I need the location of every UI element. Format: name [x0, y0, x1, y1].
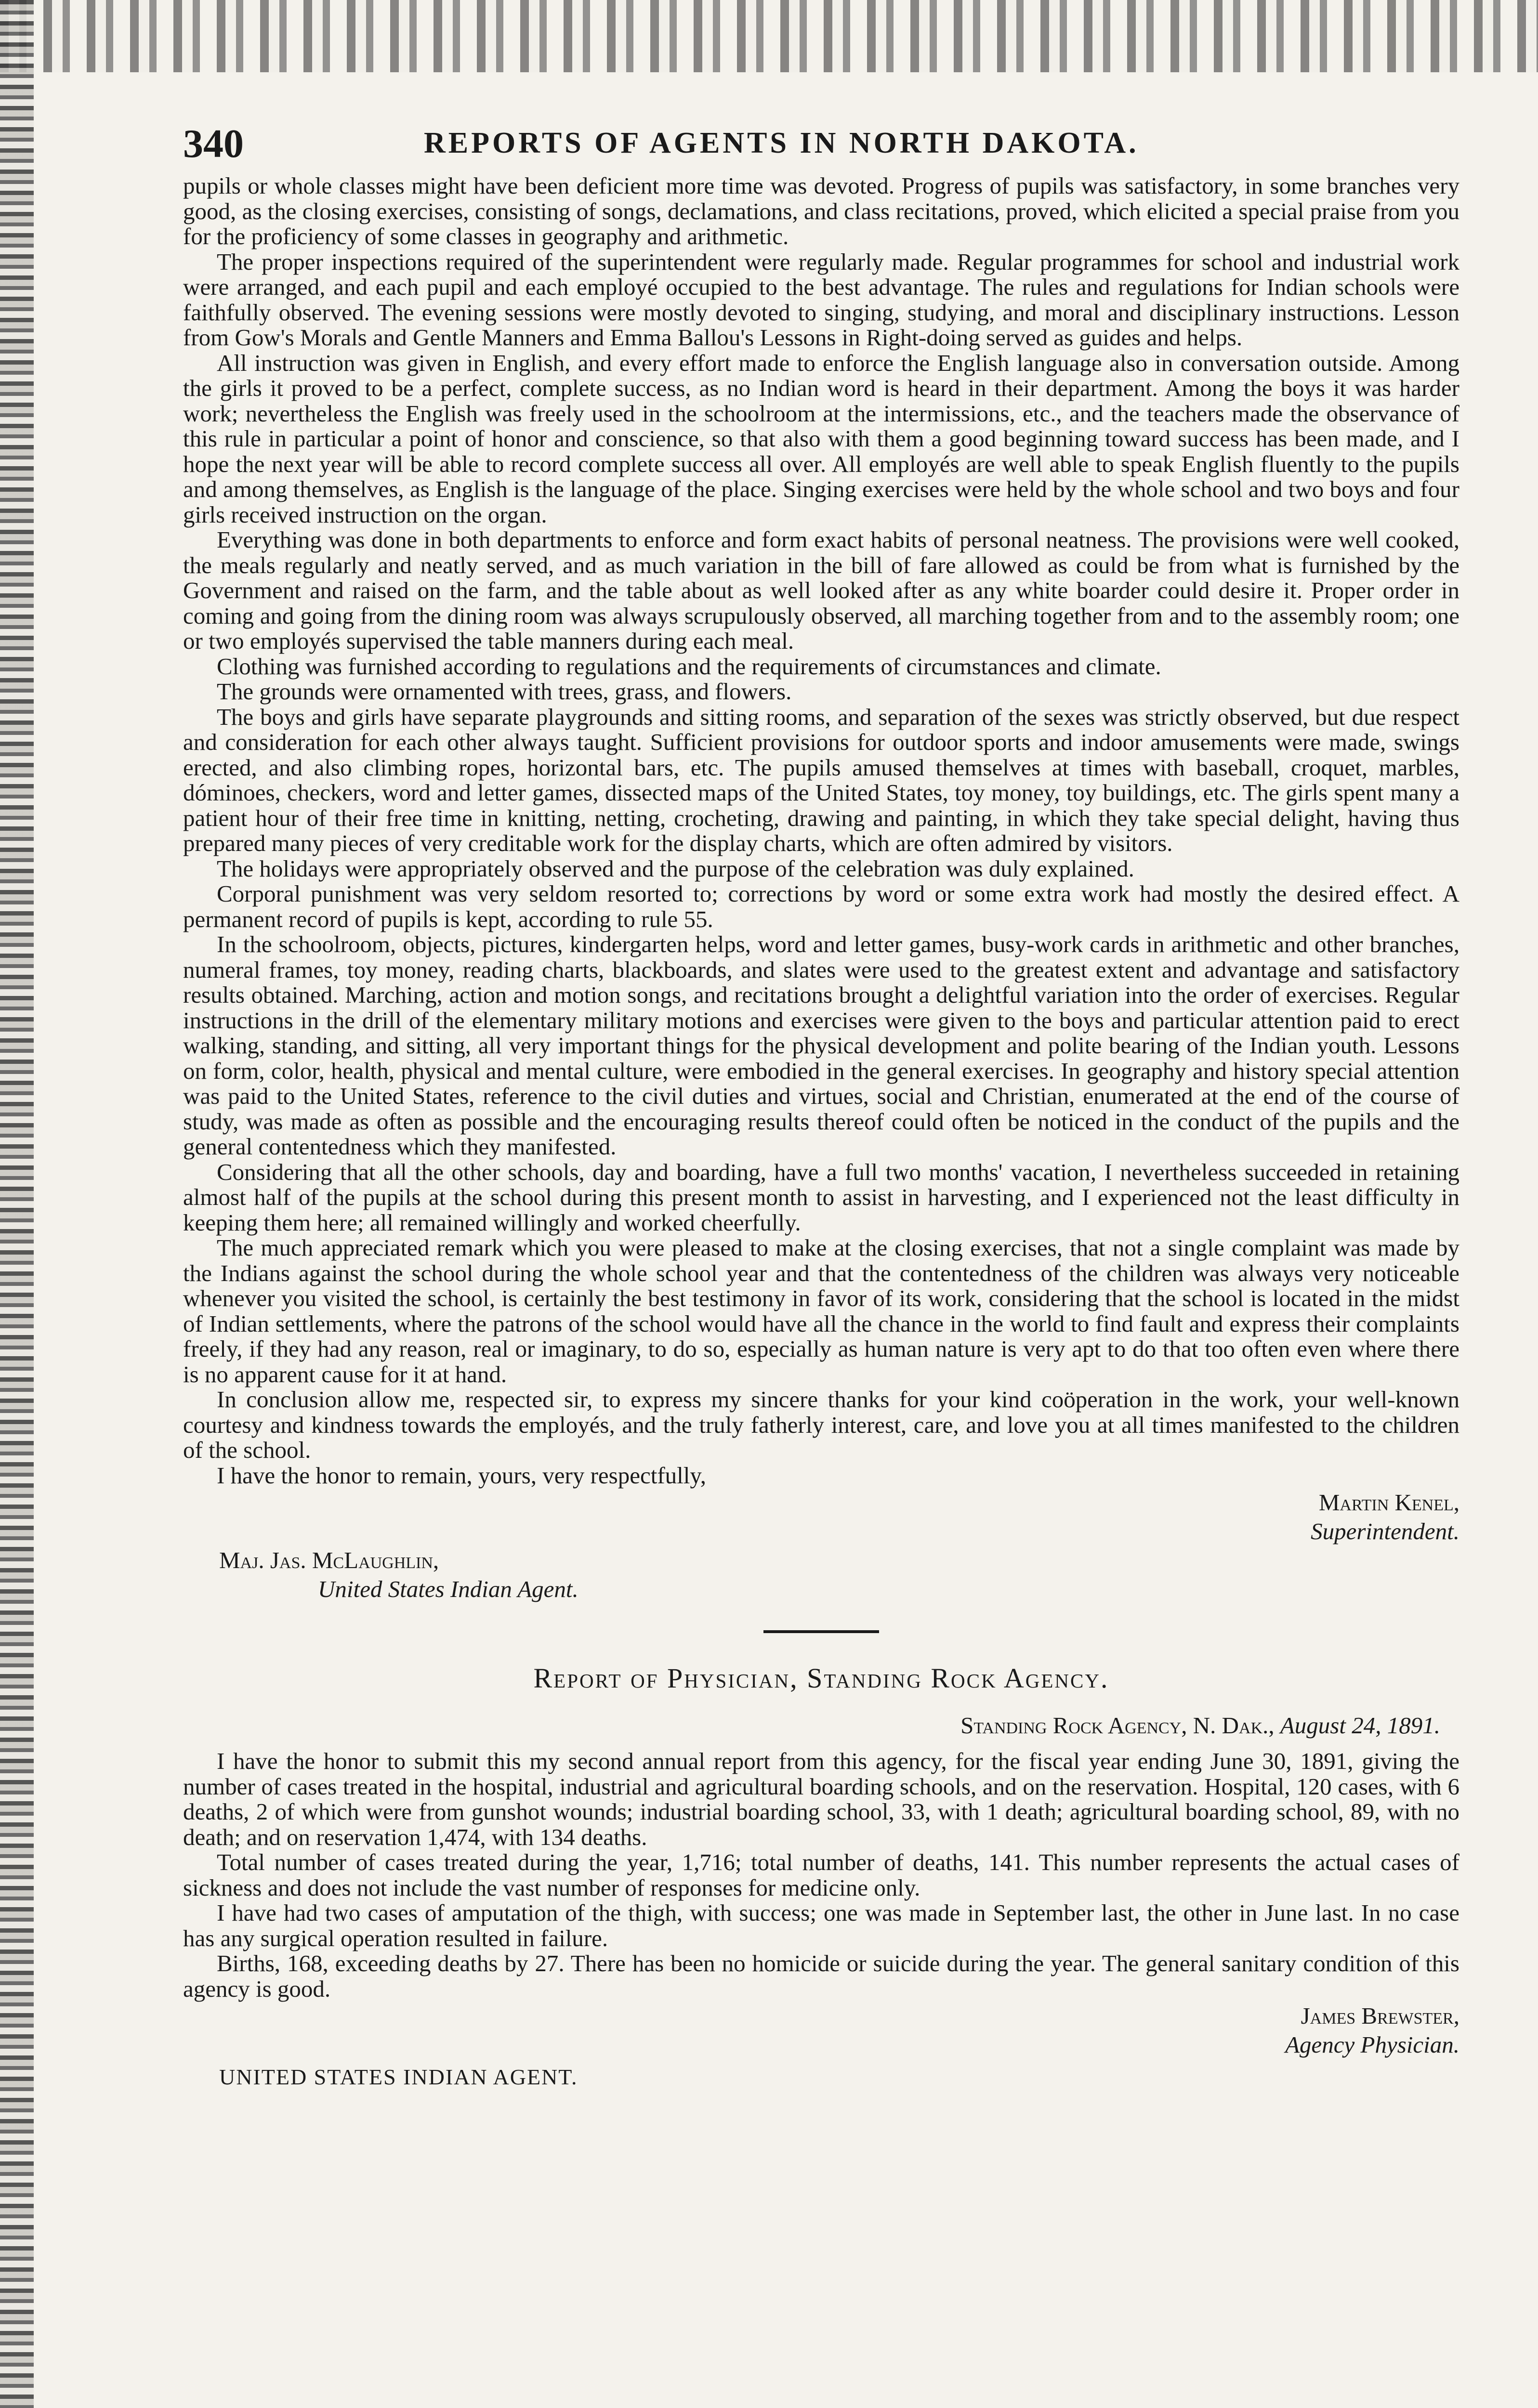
- section-heading: Report of Physician, Standing Rock Agency.: [533, 1662, 1109, 1694]
- paragraph: In the schoolroom, objects, pictures, kindergarten helps, word and letter games, busy-work cards in arithmetic and other branches, numeral frames, toy money, reading charts, blackboards, and slates were used to the greatest extent and advantage and satisfactory results obtained. Marching, action and motion songs, and recitations brought a delightful variation into the order of exercises. Regular instructions in the drill of the elementary military motions and exercises were given to the boys and particular attention paid to erect walking, standing, and sitting, all very important things for the physical development and polite bearing of the Indian youth. Lessons on form, color, health, physical and mental culture, were embodied in the general exercises. In geography and history special attention was paid to the United States, reference to the civil duties and virtues, social and Christian, enumerated at the end of the course of study, was made as often as possible and the encouraging results thereof could often be noticed in the conduct of the pupils and the general contentedness which they manifested.: [183, 931, 1459, 1160]
- dateline: [183, 1712, 1459, 1739]
- paragraph: All instruction was given in English, and every effort made to enforce the English language also in conversation outside. Among the girls it proved to be a perfect, complete success, as no Indian word is heard in their department. Among the boys it was harder work; nevertheless the English was freely used in the schoolroom at the intermissions, etc., and the teachers made the observance of this rule in particular a point of honor and conscience, so that also with them a good beginning toward success has been made, and I hope the next year will be able to record complete success all over. All employés are well able to speak English fluently to the pupils and among themselves, as English is the language of the place. Singing exercises were held by the whole school and two boys and four girls received instruction on the organ.: [183, 349, 1459, 528]
- paragraph: Clothing was furnished according to regulations and the requirements of circumstances and climate.: [217, 653, 1161, 680]
- paragraph: Births, 168, exceeding deaths by 27. There has been no homicide or suicide during the year. The general sanitary condition of this agency is good.: [183, 1950, 1459, 2002]
- paragraph: The much appreciated remark which you were pleased to make at the closing exercises, that not a single complaint was made by the Indians against the school during the whole school year and that the contentedness of the children was always very noticeable whenever you visited the school, is certainly the best testimony in favor of its work, considering that the school is located in the midst of Indian settlements, where the patrons of the school would have all the chance in the world to find fault and express their complaints freely, if they had any reason, real or imaginary, to do so, especially as human nature is very apt to do that too often even where there is no apparent cause for it at hand.: [183, 1234, 1459, 1387]
- physician-signature: [183, 2002, 1459, 2059]
- signature-name: Martin Kenel,: [1318, 1489, 1459, 1516]
- paragraph: The proper inspections required of the superintendent were regularly made. Regular programmes for school and industrial work were arranged, and each pupil and each employé occupied to the best advantage. The rules and regulations for Indian schools were faithfully observed. The evening sessions were mostly devoted to singing, studying, and moral and disciplinary instructions. Lesson from Gow's Morals and Gentle Manners and Emma Ballou's Lessons in Right-doing served as guides and helps.: [183, 248, 1459, 351]
- superintendent-signature: [183, 1488, 1459, 1546]
- paragraph: In conclusion allow me, respected sir, to express my sincere thanks for your kind coöperation in the work, your well-known courtesy and kindness towards the employés, and the truly fatherly interest, care, and love you at all times manifested to the children of the school.: [183, 1386, 1459, 1463]
- paragraph: The holidays were appropriately observed and the purpose of the celebration was duly explained.: [217, 855, 1134, 882]
- dateline-place: Standing Rock Agency, N. Dak.,: [960, 1712, 1275, 1739]
- signature-title: Superintendent.: [1311, 1518, 1459, 1544]
- scan-edge-top: [0, 0, 1538, 72]
- paragraph: I have had two cases of amputation of the thigh, with success; one was made in September last, the other in June last. In no case has any surgical operation resulted in failure.: [183, 1899, 1459, 1951]
- physician-report-body: [183, 1749, 1459, 2002]
- paragraph: Considering that all the other schools, day and boarding, have a full two months' vacation, I nevertheless succeeded in retaining almost half of the pupils at the school during this present month to assist in harvesting, and I experienced not the least difficulty in keeping them here; all remained willingly and worked cheerfully.: [183, 1158, 1459, 1236]
- addressee-name: Maj. Jas. McLaughlin,: [219, 1547, 439, 1573]
- paragraph: pupils or whole classes might have been deficient more time was devoted. Progress of pupils was satisfactory, in some branches very good, as the closing exercises, consisting of songs, declamations, and class recitations, proved, which elicited a special praise from you for the proficiency of some classes in geography and arithmetic.: [183, 172, 1459, 249]
- paragraph: Everything was done in both departments to enforce and form exact habits of personal neatness. The provisions were well cooked, the meals regularly and neatly served, and as much variation in the bill of fare allowed as could be from what is furnished by the Government and raised on the farm, and the table about as well looked after as any white boarder could desire it. Proper order in coming and going from the dining room was always scrupulously observed, all marching together from and to the assembly room; one or two employés supervised the table manners during each meal.: [183, 526, 1459, 654]
- scan-edge-left: [0, 0, 34, 2408]
- paragraph: Total number of cases treated during the year, 1,716; total number of deaths, 141. This number represents the actual cases of sickness and does not include the vast number of responses for medicine only.: [183, 1849, 1459, 1901]
- paragraph: I have the honor to submit this my second annual report from this agency, for the fiscal year ending June 30, 1891, giving the number of cases treated in the hospital, industrial and agricultural boarding schools, and on the reservation. Hospital, 120 cases, with 6 deaths, 2 of which were from gunshot wounds; industrial boarding school, 33, with 1 death; agricultural boarding school, 89, with no death; and on reservation 1,474, with 134 deaths.: [183, 1748, 1459, 1850]
- signature-title: Agency Physician.: [1285, 2031, 1459, 2058]
- paragraph: Corporal punishment was very seldom resorted to; corrections by word or some extra work had mostly the desired effect. A permanent record of pupils is kept, according to rule 55.: [183, 880, 1459, 932]
- footer-text: UNITED STATES INDIAN AGENT.: [219, 2065, 578, 2089]
- paragraph: The boys and girls have separate playgrounds and sitting rooms, and separation of the sexes was strictly observed, but due respect and consideration for each other always taught. Sufficient provisions for outdoor sports and indoor amusements were made, swings erected, and also climbing ropes, horizontal bars, etc. The pupils amused themselves at times with baseball, croquet, marbles, dóminoes, checkers, word and letter games, dissected maps of the United States, toy money, toy buildings, etc. The girls spent many a patient hour of their free time in knitting, netting, crocheting, drawing and painting, in which they take special delight, having thus prepared many pieces of very creditable work for the display charts, which are often admired by visitors.: [183, 703, 1459, 856]
- school-report-body: [183, 173, 1459, 1488]
- addressee-title: United States Indian Agent.: [318, 1576, 578, 1602]
- page-number: 340: [183, 121, 244, 166]
- paragraph: The grounds were ornamented with trees, grass, and flowers.: [217, 678, 792, 705]
- running-head: [183, 116, 1459, 173]
- dateline-date: August 24, 1891.: [1280, 1712, 1440, 1739]
- section-divider: [763, 1630, 879, 1633]
- document-page: [183, 116, 1459, 2090]
- page-title: REPORTS OF AGENTS IN NORTH DAKOTA.: [424, 127, 1139, 159]
- closing-line: I have the honor to remain, yours, very respectfully,: [217, 1462, 706, 1489]
- signature-name: James Brewster,: [1301, 2002, 1459, 2029]
